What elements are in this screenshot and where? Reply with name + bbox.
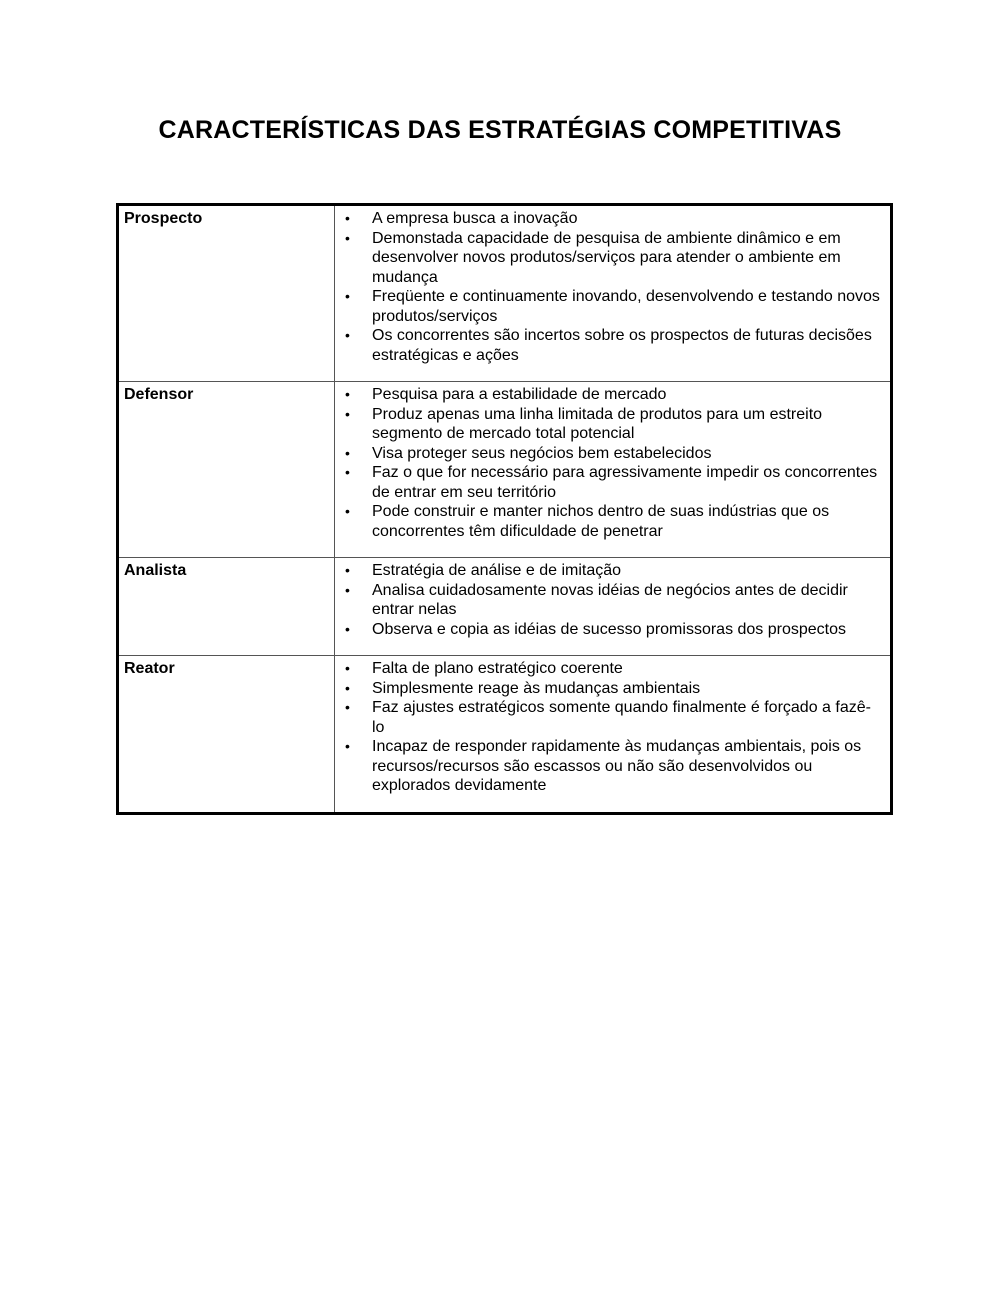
bullet-icon: • (345, 210, 350, 226)
table-row (118, 558, 892, 656)
bullet-icon: • (345, 699, 350, 715)
bullet-icon: • (345, 660, 350, 676)
characteristics-list (335, 561, 882, 639)
list-item-text: Demonstada capacidade de pesquisa de ambiente dinâmico e em desenvolver novos produtos/serviços para atender o ambiente em mudança (372, 229, 841, 286)
bullet-icon: • (345, 464, 350, 480)
list-item (335, 444, 882, 464)
list-item-text: Analisa cuidadosamente novas idéias de negócios antes de decidir entrar nelas (372, 581, 848, 618)
characteristics-cell (335, 382, 892, 558)
characteristics-cell (335, 205, 892, 382)
list-item-text: Falta de plano estratégico coerente (372, 660, 623, 677)
table-row (118, 656, 892, 814)
strategy-type-cell (118, 656, 335, 814)
bullet-icon: • (345, 444, 350, 461)
list-item-text: Visa proteger seus negócios bem estabelecidos (372, 444, 712, 462)
strategy-type-cell (118, 558, 335, 656)
characteristics-list (335, 209, 882, 365)
bullet-icon: • (345, 229, 350, 246)
list-item-text: Faz o que for necessário para agressivamente impedir os concorrentes de entrar em seu território (372, 464, 878, 501)
strategy-type-label: Analista (124, 562, 187, 579)
list-item-text: Simplesmente reage às mudanças ambientais (372, 679, 701, 697)
characteristics-list (335, 659, 882, 796)
list-item (335, 463, 882, 502)
list-item-text: Estratégia de análise e de imitação (372, 562, 622, 579)
page-title: CARACTERÍSTICAS DAS ESTRATÉGIAS COMPETITIVAS (158, 116, 842, 144)
list-item-text: Produz apenas uma linha limitada de produtos para um estreito segmento de mercado total potencial (372, 405, 823, 442)
bullet-icon: • (345, 581, 350, 598)
list-item-text: Pesquisa para a estabilidade de mercado (372, 386, 667, 403)
list-item-text: Faz ajustes estratégicos somente quando finalmente é forçado a fazê-lo (372, 699, 871, 736)
table-row (118, 382, 892, 558)
list-item (335, 737, 882, 796)
list-item (335, 405, 882, 444)
strategy-type-label: Defensor (124, 386, 194, 403)
list-item (335, 229, 882, 288)
bullet-icon: • (345, 386, 350, 402)
list-item (335, 620, 882, 640)
strategy-type-label: Reator (124, 660, 175, 677)
strategies-table (116, 203, 893, 815)
list-item-text: A empresa busca a inovação (372, 210, 578, 227)
list-item (335, 287, 882, 326)
characteristics-list (335, 385, 882, 541)
bullet-icon: • (345, 288, 350, 304)
list-item (335, 659, 882, 679)
list-item-text: Observa e copia as idéias de sucesso promissoras dos prospectos (372, 620, 847, 638)
list-item (335, 698, 882, 737)
bullet-icon: • (345, 620, 350, 637)
list-item (335, 679, 882, 699)
list-item (335, 581, 882, 620)
list-item-text: Incapaz de responder rapidamente às mudanças ambientais, pois os recursos/recursos são escassos ou não são desenvolvidos ou explorados devidamente (372, 738, 862, 794)
characteristics-cell (335, 558, 892, 656)
list-item (335, 385, 882, 405)
list-item (335, 326, 882, 365)
table-body (118, 205, 892, 814)
table-row (118, 205, 892, 382)
bullet-icon: • (345, 327, 350, 343)
list-item (335, 502, 882, 541)
strategy-type-cell (118, 205, 335, 382)
bullet-icon: • (345, 562, 350, 578)
bullet-icon: • (345, 738, 350, 754)
strategy-type-cell (118, 382, 335, 558)
list-item (335, 561, 882, 581)
list-item (335, 209, 882, 229)
bullet-icon: • (345, 679, 350, 696)
bullet-icon: • (345, 405, 350, 422)
bullet-icon: • (345, 503, 350, 519)
list-item-text: Pode construir e manter nichos dentro de suas indústrias que os concorrentes têm dificuldade de penetrar (372, 503, 830, 540)
characteristics-cell (335, 656, 892, 814)
list-item-text: Os concorrentes são incertos sobre os prospectos de futuras decisões estratégicas e ações (372, 327, 872, 364)
strategy-type-label: Prospecto (124, 210, 203, 227)
list-item-text: Freqüente e continuamente inovando, desenvolvendo e testando novos produtos/serviços (372, 288, 880, 325)
